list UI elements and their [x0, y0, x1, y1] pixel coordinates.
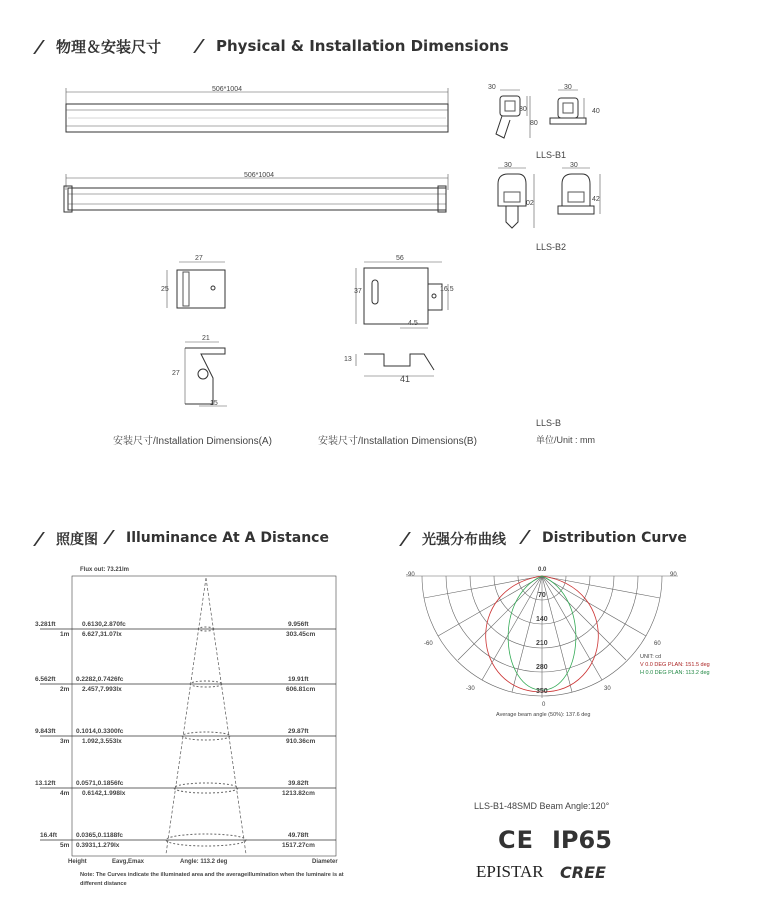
ce-logo: CE: [498, 826, 535, 854]
legend-h: H 0.0 DEG PLAN: 113.2 deg: [640, 670, 710, 676]
bracket-b-w: 56: [396, 255, 404, 262]
angle-0: 0.0: [538, 567, 547, 573]
row1-d1: 9.956ft: [288, 621, 309, 628]
b2-h1: 02: [526, 200, 534, 207]
section2-title-cn: 照度图: [38, 529, 98, 549]
illuminance-note: Note: The Curves indicate the illuminated area and the averageillumination when the luminaire is at different distance: [80, 872, 344, 887]
radial-210: 210: [536, 640, 548, 647]
row5-vals1: 0.0365,0.1188fc: [76, 832, 123, 839]
cree-logo: CREE: [560, 863, 606, 882]
row5-d2: 1517.27cm: [282, 842, 315, 849]
radial-140: 140: [536, 616, 548, 623]
long-profile-drawings: [60, 82, 460, 222]
row2-d1: 19.91ft: [288, 676, 309, 683]
b2-h2: 42: [592, 196, 600, 203]
row1-ft: 3.281ft: [35, 621, 56, 628]
bracket-b-side-w: 41: [400, 374, 411, 384]
section1-title-en: Physical & Installation Dimensions: [198, 37, 509, 55]
section3-title-cn: 光强分布曲线: [404, 529, 506, 549]
b2-label: LLS-B2: [536, 242, 567, 252]
flux-label: Flux out: 73.21lm: [80, 567, 130, 573]
angle-30: 30: [604, 686, 611, 692]
section3-title-en: Distribution Curve: [524, 530, 687, 546]
row5-d1: 49.78ft: [288, 832, 309, 839]
bracket-a-side-w: 21: [202, 335, 210, 342]
long-dim-2: 506*1004: [244, 172, 274, 179]
row3-d1: 29.87ft: [288, 728, 309, 735]
section1-title-cn: 物理＆安装尺寸: [38, 36, 161, 57]
row2-m: 2m: [60, 686, 70, 693]
radial-350: 350: [536, 688, 548, 695]
caption-a: 安装尺寸/Installation Dimensions(A): [113, 436, 272, 447]
row3-ft: 9.843ft: [35, 728, 56, 735]
unit-label: 单位/Unit : mm: [536, 435, 596, 445]
row3-vals1: 0.1014,0.3300fc: [76, 728, 124, 735]
bracket-b-r: 16.5: [440, 286, 454, 293]
slash-icon: [103, 530, 125, 544]
illuminance-diagram: [34, 566, 344, 866]
row4-ft: 13.12ft: [35, 780, 56, 787]
angle-m30: -30: [466, 686, 475, 692]
row1-d2: 303.45cm: [286, 631, 316, 638]
beam-note: Average beam angle (50%): 137.6 deg: [496, 712, 591, 718]
bracket-a-side-bottom: 15: [210, 400, 218, 407]
bracket-a-w: 27: [195, 255, 203, 262]
bracket-b-drawing: [350, 254, 460, 394]
row1-m: 1m: [60, 631, 70, 638]
b2-w1: 30: [504, 162, 512, 169]
col-height: Height: [68, 859, 87, 865]
section2-title-en: Illuminance At A Distance: [108, 530, 329, 546]
b1-w: 30: [488, 84, 496, 91]
model-beam: LLS-B1-48SMD Beam Angle:120°: [474, 801, 610, 811]
slash-icon: [519, 530, 541, 544]
slash-icon: [193, 39, 215, 53]
row2-vals1: 0.2282,0.7426fc: [76, 676, 124, 683]
row3-vals2: 1.092,3.553lx: [82, 738, 122, 745]
row4-d2: 1213.82cm: [282, 790, 315, 797]
slash-icon: [33, 532, 55, 546]
b1-h3: 40: [592, 108, 600, 115]
col-emax: Eavg,Emax: [112, 859, 145, 865]
row1-vals2: 6.627,31.07lx: [82, 631, 122, 638]
b1-h1: 30: [519, 106, 527, 113]
radial-70: 70: [538, 592, 546, 599]
angle-60: 60: [654, 641, 661, 647]
slash-icon: [399, 532, 421, 546]
slash-icon: [33, 40, 55, 54]
row4-d1: 39.82ft: [288, 780, 309, 787]
bracket-b-h: 37: [354, 288, 362, 295]
row5-vals2: 0.3931,1.279lx: [76, 842, 120, 849]
legend-unit: UNIT: cd: [640, 654, 662, 660]
col-diam: Diameter: [312, 859, 338, 865]
row2-vals2: 2.457,7.993lx: [82, 686, 122, 693]
angle-90: 90: [670, 572, 677, 578]
col-angle: Angle: 113.2 deg: [180, 859, 228, 865]
radial-280: 280: [536, 664, 548, 671]
row4-vals2: 0.6142,1.998lx: [82, 790, 126, 797]
row1-vals1: 0.6130,2.870fc: [82, 621, 126, 628]
bracket-b-bottom: 4.5: [408, 320, 418, 327]
legend-v: V 0.0 DEG PLAN: 151.5 deg: [640, 662, 710, 668]
angle-bottom-0: 0: [542, 702, 546, 708]
row3-d2: 910.36cm: [286, 738, 316, 745]
caption-b: 安装尺寸/Installation Dimensions(B): [318, 436, 477, 447]
row4-m: 4m: [60, 790, 70, 797]
b1-total: 80: [530, 120, 538, 127]
b1-h2: 30: [564, 84, 572, 91]
angle-m60: -60: [424, 641, 433, 647]
bracket-a-drawing: [155, 254, 255, 414]
bracket-a-side-h: 27: [172, 370, 180, 377]
profile-b1-drawing: [480, 84, 610, 154]
b1-label: LLS-B1: [536, 150, 567, 160]
row5-m: 5m: [60, 842, 70, 849]
bracket-a-h: 25: [161, 286, 169, 293]
row2-d2: 606.81cm: [286, 686, 316, 693]
row5-ft: 16.4ft: [40, 832, 57, 839]
angle-m90: -90: [406, 572, 415, 578]
bracket-b-side-h: 13: [344, 356, 352, 363]
epistar-logo: EPISTAR: [476, 862, 544, 881]
b2-w2: 30: [570, 162, 578, 169]
row2-ft: 6.562ft: [35, 676, 56, 683]
row4-vals1: 0.0571,0.1856fc: [76, 780, 124, 787]
ip65-logo: IP65: [552, 826, 612, 854]
model-label: LLS-B: [536, 418, 562, 428]
long-dim-1: 506*1004: [212, 86, 242, 93]
row3-m: 3m: [60, 738, 70, 745]
